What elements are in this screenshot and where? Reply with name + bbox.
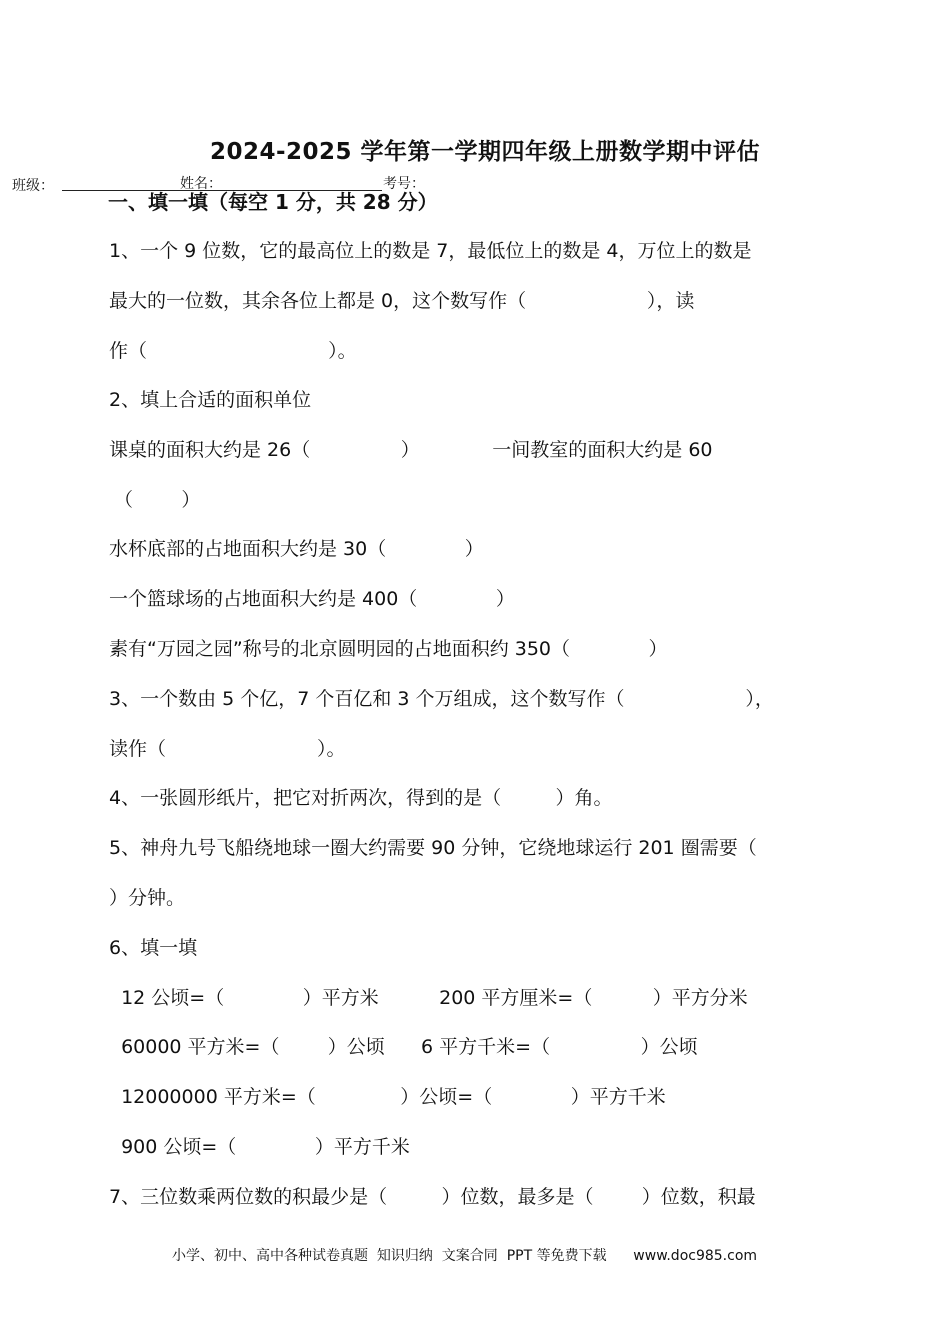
question-2-title: 2、填上合适的面积单位: [109, 389, 312, 411]
question-1-line-1: 1、一个 9 位数，它的最高位上的数是 7，最低位上的数是 4，万位上的数是: [109, 240, 752, 262]
question-7-line-1: 7、三位数乘两位数的积最少是（ ）位数，最多是（ ）位数，积最: [109, 1186, 756, 1208]
question-3-line-2: 读作（ ）。: [109, 738, 346, 760]
question-2-line-5: 素有“万园之园”称号的北京圆明园的占地面积约 350（ ）: [109, 638, 668, 660]
question-2-line-3: 水杯底部的占地面积大约是 30（ ）: [109, 538, 484, 560]
question-6-line-4: 900 公顷=（ ）平方千米: [109, 1136, 410, 1158]
question-4: 4、一张圆形纸片，把它对折两次，得到的是（ ）角。: [109, 787, 613, 809]
question-3-line-1: 3、一个数由 5 个亿，7 个百亿和 3 个万组成，这个数写作（ ），: [109, 688, 774, 710]
question-2-line-2: （ ）: [114, 489, 201, 511]
question-2-line-4: 一个篮球场的占地面积大约是 400（ ）: [109, 588, 515, 610]
class-label: 班级：: [12, 178, 54, 194]
question-6-line-1: 12 公顷=（ ）平方米 200 平方厘米=（ ）平方分米: [109, 987, 748, 1009]
page-footer: 小学、初中、高中各种试卷真题 知识归纳 文案合同 PPT 等免费下载 www.doc985.com: [172, 1248, 758, 1264]
question-6-line-3: 12000000 平方米=（ ）公顷=（ ）平方千米: [109, 1086, 666, 1108]
question-2-line-1: 课桌的面积大约是 26（ ） 一间教室的面积大约是 60: [109, 439, 713, 461]
exam-no-label: 考号：: [383, 176, 425, 192]
section-heading: 一、填一填（每空 1 分，共 28 分）: [108, 190, 438, 214]
page-title: 2024-2025 学年第一学期四年级上册数学期中评估: [209, 139, 761, 165]
question-6-line-2: 60000 平方米=（ ）公顷 6 平方千米=（ ）公顷: [109, 1036, 698, 1058]
name-label: 姓名：: [180, 176, 222, 192]
question-6-title: 6、填一填: [109, 937, 198, 959]
question-1-line-3: 作（ ）。: [109, 340, 357, 362]
question-5-line-2: ）分钟。: [109, 887, 186, 909]
question-5-line-1: 5、神舟九号飞船绕地球一圈大约需要 90 分钟，它绕地球运行 201 圈需要（: [109, 837, 757, 859]
question-1-line-2: 最大的一位数，其余各位上都是 0，这个数写作（ ），读: [109, 290, 695, 312]
